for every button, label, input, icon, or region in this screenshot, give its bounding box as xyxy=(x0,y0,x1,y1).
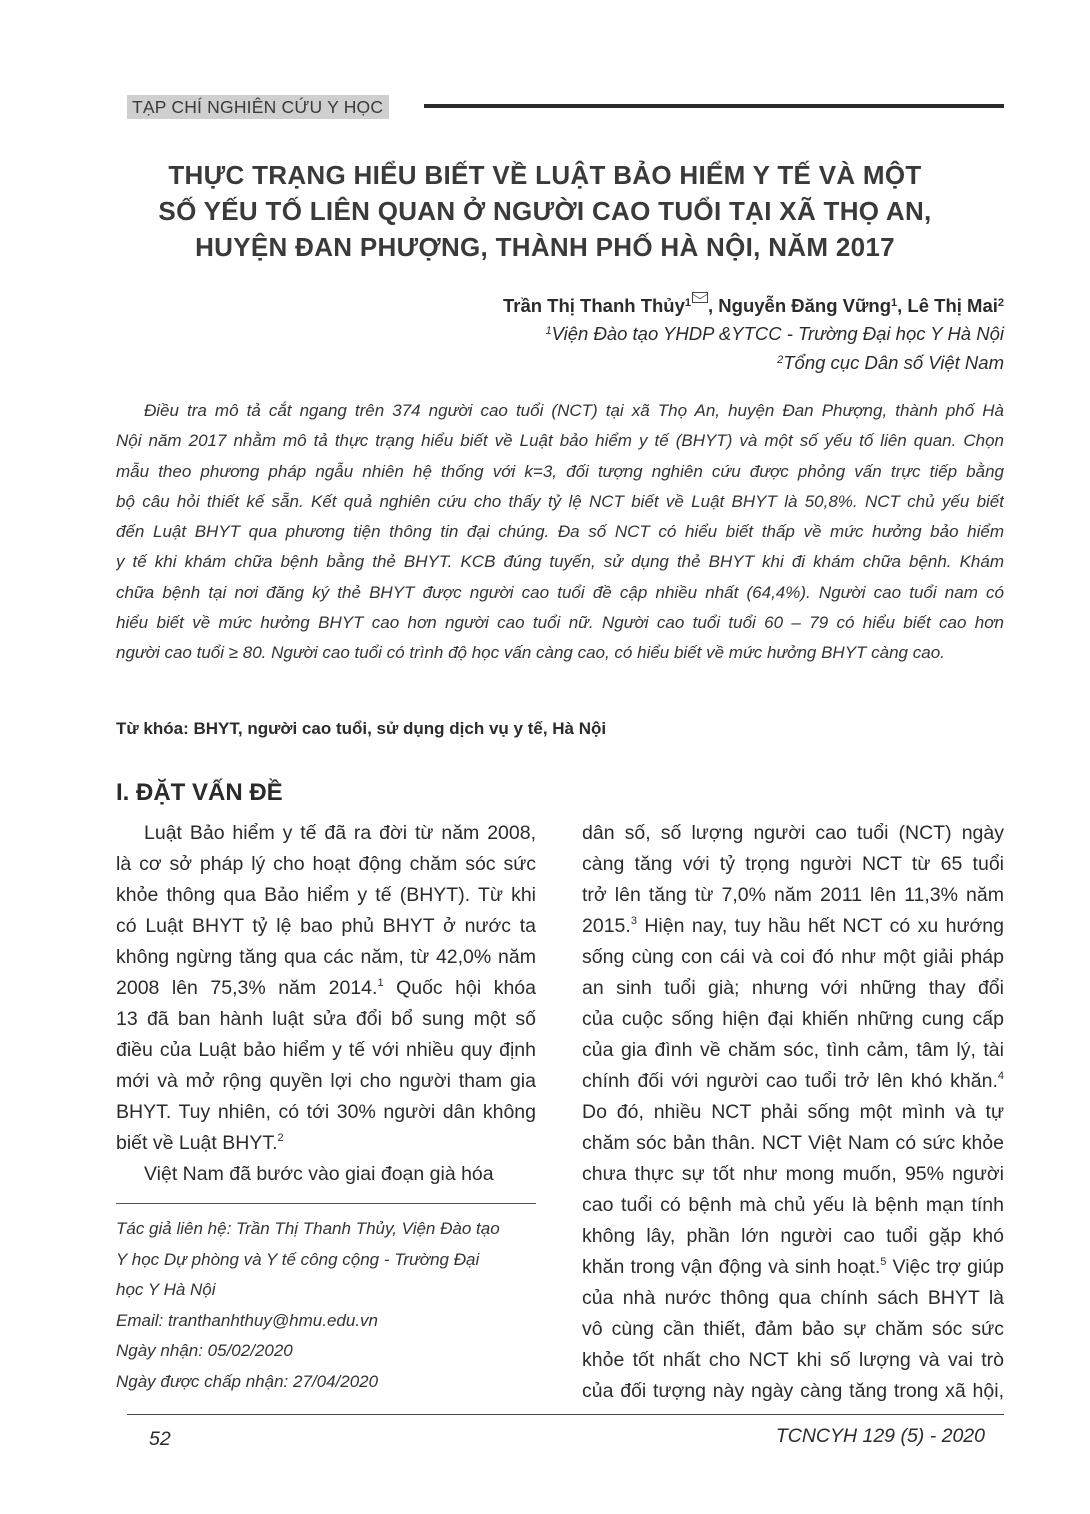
footnote-line: Ngày được chấp nhận: 27/04/2020 xyxy=(116,1371,379,1391)
author-affiliation-mark: 2 xyxy=(997,297,1004,309)
affiliation-text: Tổng cục Dân số Việt Nam xyxy=(783,352,1004,373)
abstract xyxy=(116,396,1004,669)
line-text: của gia đình về chăm sóc, tình cảm, tâm lý, tài xyxy=(582,1039,1004,1061)
line-text: có Luật BHYT tỷ lệ bao phủ BHYT ở nước ta xyxy=(116,915,536,937)
abstract-line: hiểu biết về mức hưởng BHYT cao hơn người cao tuổi nữ. Người cao tuổi tuổi 60 – 79 có hiểu biết cao hơn xyxy=(116,613,1004,633)
affiliation-text: Viện Đào tạo YHDP &YTCC - Trường Đại học Y Hà Nội xyxy=(551,323,1004,344)
body-column-right xyxy=(582,818,1004,1407)
body-text-line xyxy=(582,1097,1004,1128)
abstract-line: đến Luật BHYT qua phương tiện thông tin đại chúng. Đa số NCT có hiểu biết thấp về mức hưởng bảo hiểm xyxy=(116,522,1004,542)
abstract-line: người cao tuổi ≥ 80. Người cao tuổi có trình độ học vấn càng cao, có hiểu biết về mức hưởng BHYT càng cao. xyxy=(116,643,945,663)
abstract-line: y tế khi khám chữa bệnh bằng thẻ BHYT. KCB đúng tuyến, sử dụng thẻ BHYT khi đi khám chữa bệnh. Khám xyxy=(116,552,1004,572)
abstract-line: Điều tra mô tả cắt ngang trên 374 người cao tuổi (NCT) tại xã Thọ An, huyện Đan Phượng, thành phố Hà xyxy=(144,401,1004,420)
footnote-line: Ngày nhận: 05/02/2020 xyxy=(116,1341,293,1360)
footnote-line: Y học Dự phòng và Y tế công cộng - Trường Đại xyxy=(116,1249,480,1269)
abstract-line: Nội năm 2017 nhằm mô tả thực trạng hiểu biết về Luật bảo hiểm y tế (BHYT) và một số yếu tố liên quan. Chọn xyxy=(116,431,1004,451)
body-text-line xyxy=(582,1066,1004,1097)
author-list xyxy=(503,292,1004,317)
body-text-line xyxy=(116,818,536,849)
body-text-line xyxy=(116,1159,536,1190)
line-text: cao tuổi có bệnh mà chủ yếu là bệnh mạn tính xyxy=(582,1194,1004,1216)
footer-rule xyxy=(127,1414,1004,1415)
line-text: chưa thực sự tốt như mong muốn, 95% người xyxy=(582,1163,1004,1185)
line-text: mới và mở rộng quyền lợi cho người tham gia xyxy=(116,1070,536,1092)
line-text: Do đó, nhiều NCT phải sống một mình và tự xyxy=(582,1101,1004,1123)
line-text: vô cùng cần thiết, đảm bảo sự chăm sóc sức xyxy=(582,1318,1004,1340)
body-text-line xyxy=(116,1035,536,1066)
body-text-line xyxy=(116,880,536,911)
author-name: , Lê Thị Mai xyxy=(897,295,998,316)
author-affiliation-mark: 1 xyxy=(684,297,692,309)
line-text: Hiện nay, tuy hầu hết NCT có xu hướng xyxy=(636,915,1004,937)
line-text: trở lên tăng từ 7,0% năm 2011 lên 11,3% năm xyxy=(582,884,1004,906)
footer-journal-issue: TCNCYH 129 (5) - 2020 xyxy=(775,1425,985,1447)
author-name: , Nguyễn Đăng Vững xyxy=(708,295,892,316)
title-line: HUYỆN ĐAN PHƯỢNG, THÀNH PHỐ HÀ NỘI, NĂM 2017 xyxy=(195,232,895,262)
line-text: của cuộc sống hiện đại khiến những cung cấp xyxy=(582,1008,1004,1030)
corresponding-author-note xyxy=(116,1214,500,1397)
footnote-line: học Y Hà Nội xyxy=(116,1280,216,1299)
body-text-line xyxy=(582,1252,1004,1283)
body-text-line xyxy=(582,1345,1004,1376)
body-text-line xyxy=(116,1004,536,1035)
line-text: điều của Luật bảo hiểm y tế với nhiều quy định xyxy=(116,1039,536,1061)
line-text: Luật Bảo hiểm y tế đã ra đời từ năm 2008, xyxy=(144,822,536,844)
body-text-line xyxy=(116,1097,536,1128)
footnote-rule xyxy=(116,1203,536,1204)
line-text: Quốc hội khóa xyxy=(383,977,536,999)
body-text-line xyxy=(116,1128,536,1159)
author-name: Trần Thị Thanh Thủy xyxy=(502,295,685,316)
abstract-line: mẫu theo phương pháp ngẫu nhiên hệ thống với k=3, đối tượng nghiên cứu được phỏng vấn trực tiếp bằng xyxy=(116,461,1004,481)
line-text: khỏe tốt nhất cho NCT khi số lượng và vai trò xyxy=(582,1349,1004,1371)
citation-mark: 2 xyxy=(277,1132,284,1144)
affiliation-mark: 1 xyxy=(545,325,552,337)
journal-tag: TẠP CHÍ NGHIÊN CỨU Y HỌC xyxy=(127,95,389,119)
line-text: an sinh tuổi già; nhưng với những thay đổi xyxy=(582,977,1004,999)
body-text-line xyxy=(582,849,1004,880)
title-line: THỰC TRẠNG HIỂU BIẾT VỀ LUẬT BẢO HIỂM Y TẾ VÀ MỘT xyxy=(168,160,922,190)
affiliation-mark: 2 xyxy=(777,354,784,366)
affiliation xyxy=(777,352,1004,374)
line-text: Việc trợ giúp xyxy=(886,1256,1004,1278)
line-text: khỏe thông qua Bảo hiểm y tế (BHYT). Từ khi xyxy=(116,884,536,906)
line-text: biết về Luật BHYT. xyxy=(116,1132,278,1154)
body-text-line xyxy=(582,1190,1004,1221)
body-text-line xyxy=(582,1035,1004,1066)
line-text: sống cùng con cái và coi đó như một giải pháp xyxy=(582,946,1004,968)
title-line: SỐ YẾU TỐ LIÊN QUAN Ở NGƯỜI CAO TUỔI TẠI XÃ THỌ AN, xyxy=(158,196,932,226)
line-text: không lây, phần lớn người cao tuổi gặp khó xyxy=(582,1225,1004,1247)
body-text-line xyxy=(582,942,1004,973)
author-affiliation-mark: 1 xyxy=(891,297,898,309)
line-text: không ngừng tăng qua các năm, từ 42,0% năm xyxy=(116,946,536,968)
body-column-left xyxy=(116,818,536,1190)
body-text-line xyxy=(116,942,536,973)
footnote-line: Tác giả liên hệ: Trần Thị Thanh Thủy, Viện Đào tạo xyxy=(116,1219,500,1238)
body-text-line xyxy=(582,1376,1004,1407)
body-text-line xyxy=(582,1283,1004,1314)
mail-icon xyxy=(692,292,708,303)
line-text: dân số, số lượng người cao tuổi (NCT) ngày xyxy=(582,822,1004,844)
line-text: càng tăng với tỷ trọng người NCT từ 65 tuổi xyxy=(582,853,1004,875)
body-text-line xyxy=(116,911,536,942)
header-rule xyxy=(424,104,1004,108)
line-text: Việt Nam đã bước vào giai đoạn già hóa xyxy=(144,1163,494,1185)
line-text: của đối tượng này ngày càng tăng trong xã hội, xyxy=(582,1380,1004,1402)
body-text-line xyxy=(582,973,1004,1004)
footnote-line: Email: tranthanhthuy@hmu.edu.vn xyxy=(116,1310,379,1330)
citation-mark: 1 xyxy=(377,977,384,989)
body-text-line xyxy=(582,1221,1004,1252)
body-text-line xyxy=(582,1004,1004,1035)
citation-mark: 5 xyxy=(880,1256,887,1268)
affiliation xyxy=(546,323,1005,345)
body-text-line xyxy=(582,880,1004,911)
body-text-line xyxy=(116,849,536,880)
section-heading: I. ĐẶT VẤN ĐỀ xyxy=(116,779,283,806)
line-text: BHYT. Tuy nhiên, có tới 30% người dân không xyxy=(116,1101,536,1123)
citation-mark: 4 xyxy=(997,1070,1004,1082)
line-text: là cơ sở pháp lý cho hoạt động chăm sóc sức xyxy=(116,853,536,875)
line-text: 13 đã ban hành luật sửa đổi bổ sung một số xyxy=(116,1008,536,1030)
body-text-line xyxy=(582,1314,1004,1345)
line-text: của nhà nước thông qua chính sách BHYT là xyxy=(582,1287,1004,1309)
line-text: chính đối với người cao tuổi trở lên khó khăn. xyxy=(582,1070,998,1092)
abstract-line: bộ câu hỏi thiết kế sẵn. Kết quả nghiên cứu cho thấy tỷ lệ NCT biết về Luật BHYT là 50,8%. NCT chủ yếu biết xyxy=(116,491,1004,511)
abstract-line: chữa bệnh tại nơi đăng ký thẻ BHYT được người cao tuổi đề cập nhiều nhất (64,4%). Người cao tuổi nam có xyxy=(116,582,1004,602)
body-text-line xyxy=(582,818,1004,849)
body-text-line xyxy=(582,911,1004,942)
line-text: khăn trong vận động và sinh hoạt. xyxy=(582,1256,881,1278)
article-title xyxy=(100,157,990,265)
line-text: 2015. xyxy=(582,915,631,937)
body-text-line xyxy=(582,1128,1004,1159)
keywords: Từ khóa: BHYT, người cao tuổi, sử dụng dịch vụ y tế, Hà Nội xyxy=(116,719,607,738)
page-number: 52 xyxy=(149,1428,171,1450)
body-text-line xyxy=(116,1066,536,1097)
body-text-line xyxy=(582,1159,1004,1190)
body-text-line xyxy=(116,973,536,1004)
citation-mark: 3 xyxy=(630,915,637,927)
line-text: 2008 lên 75,3% năm 2014. xyxy=(116,977,378,999)
line-text: chăm sóc bản thân. NCT Việt Nam có sức khỏe xyxy=(582,1132,1004,1154)
